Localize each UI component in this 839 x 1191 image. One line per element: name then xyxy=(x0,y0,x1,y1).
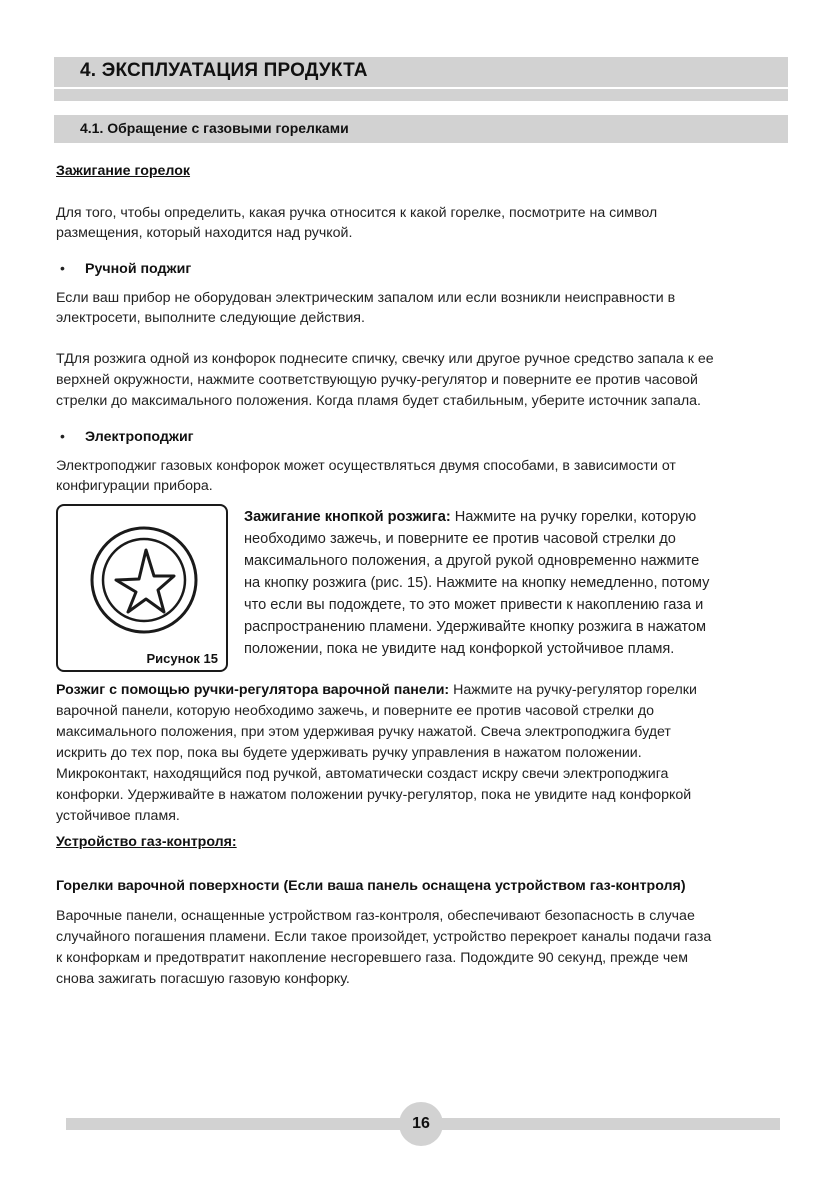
manual-bullet: • xyxy=(60,260,65,276)
knob-ignition-line-1 xyxy=(56,680,697,700)
manual-heading: Ручной поджиг xyxy=(85,261,192,277)
subsection-title: 4.1. Обращение с газовыми горелками xyxy=(80,120,349,136)
electric-p1-line-2: конфигурации прибора. xyxy=(56,478,213,494)
ignition-heading: Зажигание горелок xyxy=(56,163,191,179)
ignition-intro-line-1: Для того, чтобы определить, какая ручка относится к какой горелке, посмотрите на символ xyxy=(56,205,658,221)
manual-p1-line-1: Если ваш прибор не оборудован электрическим запалом или если возникли неисправности в xyxy=(56,290,676,306)
knob-ignition-line-6: конфорки. Удерживайте в нажатом положении ручку-регулятор, пока не увидите над конфоркой xyxy=(56,787,692,803)
electric-p1-line-1: Электроподжиг газовых конфорок может осуществляться двумя способами, в зависимости от xyxy=(56,458,676,474)
knob-ignition-title: Розжиг с помощью ручки-регулятора варочной панели: xyxy=(56,682,450,698)
knob-ignition-line-3: максимального положения, при этом удерживая ручку нажатой. Свеча электроподжига будет xyxy=(56,724,671,740)
button-ignition-line-4: на кнопку розжига (рис. 15). Нажмите на кнопку немедленно, потому xyxy=(244,575,710,591)
section-title: 4. ЭКСПЛУАТАЦИЯ ПРОДУКТА xyxy=(80,60,368,81)
figure-15 xyxy=(56,504,228,672)
ignition-intro-line-2: размещения, который находится над ручкой. xyxy=(56,225,353,241)
manual-p2-line-1: ТДля розжига одной из конфорок поднесите спичку, свечку или другое ручное средство запала к ее xyxy=(56,351,714,367)
section-header-strip xyxy=(54,89,788,101)
page-number: 16 xyxy=(399,1102,443,1146)
electric-heading: Электроподжиг xyxy=(85,429,194,445)
button-ignition-text: Нажмите на ручку горелки, которую xyxy=(450,509,697,525)
knob-ignition-line-2: варочной панели, которую необходимо зажечь, и поверните ее против часовой стрелки до xyxy=(56,703,655,719)
gas-control-line-4: снова зажигать погасшую газовую конфорку. xyxy=(56,971,350,987)
button-ignition-line-3: максимального положения, а другой рукой одновременно нажмите xyxy=(244,553,700,569)
gas-control-line-3: к конфоркам и предотвратит накопление несгоревшего газа. Подождите 90 секунд, прежде чем xyxy=(56,950,688,966)
knob-ignition-text: Нажмите на ручку-регулятор горелки xyxy=(449,682,697,698)
figure-caption: Рисунок 15 xyxy=(146,651,218,666)
knob-ignition-line-4: искрить до тех пор, пока вы будете удерживать ручку управления в нажатом положении. xyxy=(56,745,642,761)
knob-ignition-line-7: устойчивое пламя. xyxy=(56,808,180,824)
manual-p2-line-3: стрелки до максимального положения. Когда пламя будет стабильным, уберите источник запала. xyxy=(56,393,701,409)
gas-control-heading: Устройство газ-контроля: xyxy=(56,834,237,850)
button-ignition-line-6: распространению пламени. Удерживайте кнопку розжига в нажатом xyxy=(244,619,707,635)
manual-p1-line-2: электросети, выполните следующие действия. xyxy=(56,310,365,326)
electric-bullet: • xyxy=(60,428,65,444)
knob-ignition-line-5: Микроконтакт, находящийся под ручкой, автоматически создаст искру свечи электроподжига xyxy=(56,766,669,782)
gas-control-subheading: Горелки варочной поверхности (Если ваша панель оснащена устройством газ-контроля) xyxy=(56,878,686,894)
button-ignition-title: Зажигание кнопкой розжига: xyxy=(244,509,451,525)
star-button-icon xyxy=(88,524,200,636)
gas-control-line-1: Варочные панели, оснащенные устройством газ-контроля, обеспечивают безопасность в случае xyxy=(56,908,695,924)
gas-control-line-2: случайного погашения пламени. Если такое произойдет, устройство перекроет каналы подачи газа xyxy=(56,929,712,945)
button-ignition-line-1 xyxy=(244,506,696,528)
manual-p2-line-2: верхней окружности, нажмите соответствующую ручку-регулятор и поверните ее против часовой xyxy=(56,372,698,388)
button-ignition-line-5: что если вы подождете, то это может привести к накоплению газа и xyxy=(244,597,704,613)
button-ignition-line-7: положении, пока не увидите над конфоркой устойчивое пламя. xyxy=(244,641,675,657)
button-ignition-line-2: необходимо зажечь, и поверните ее против часовой стрелки до xyxy=(244,531,676,547)
